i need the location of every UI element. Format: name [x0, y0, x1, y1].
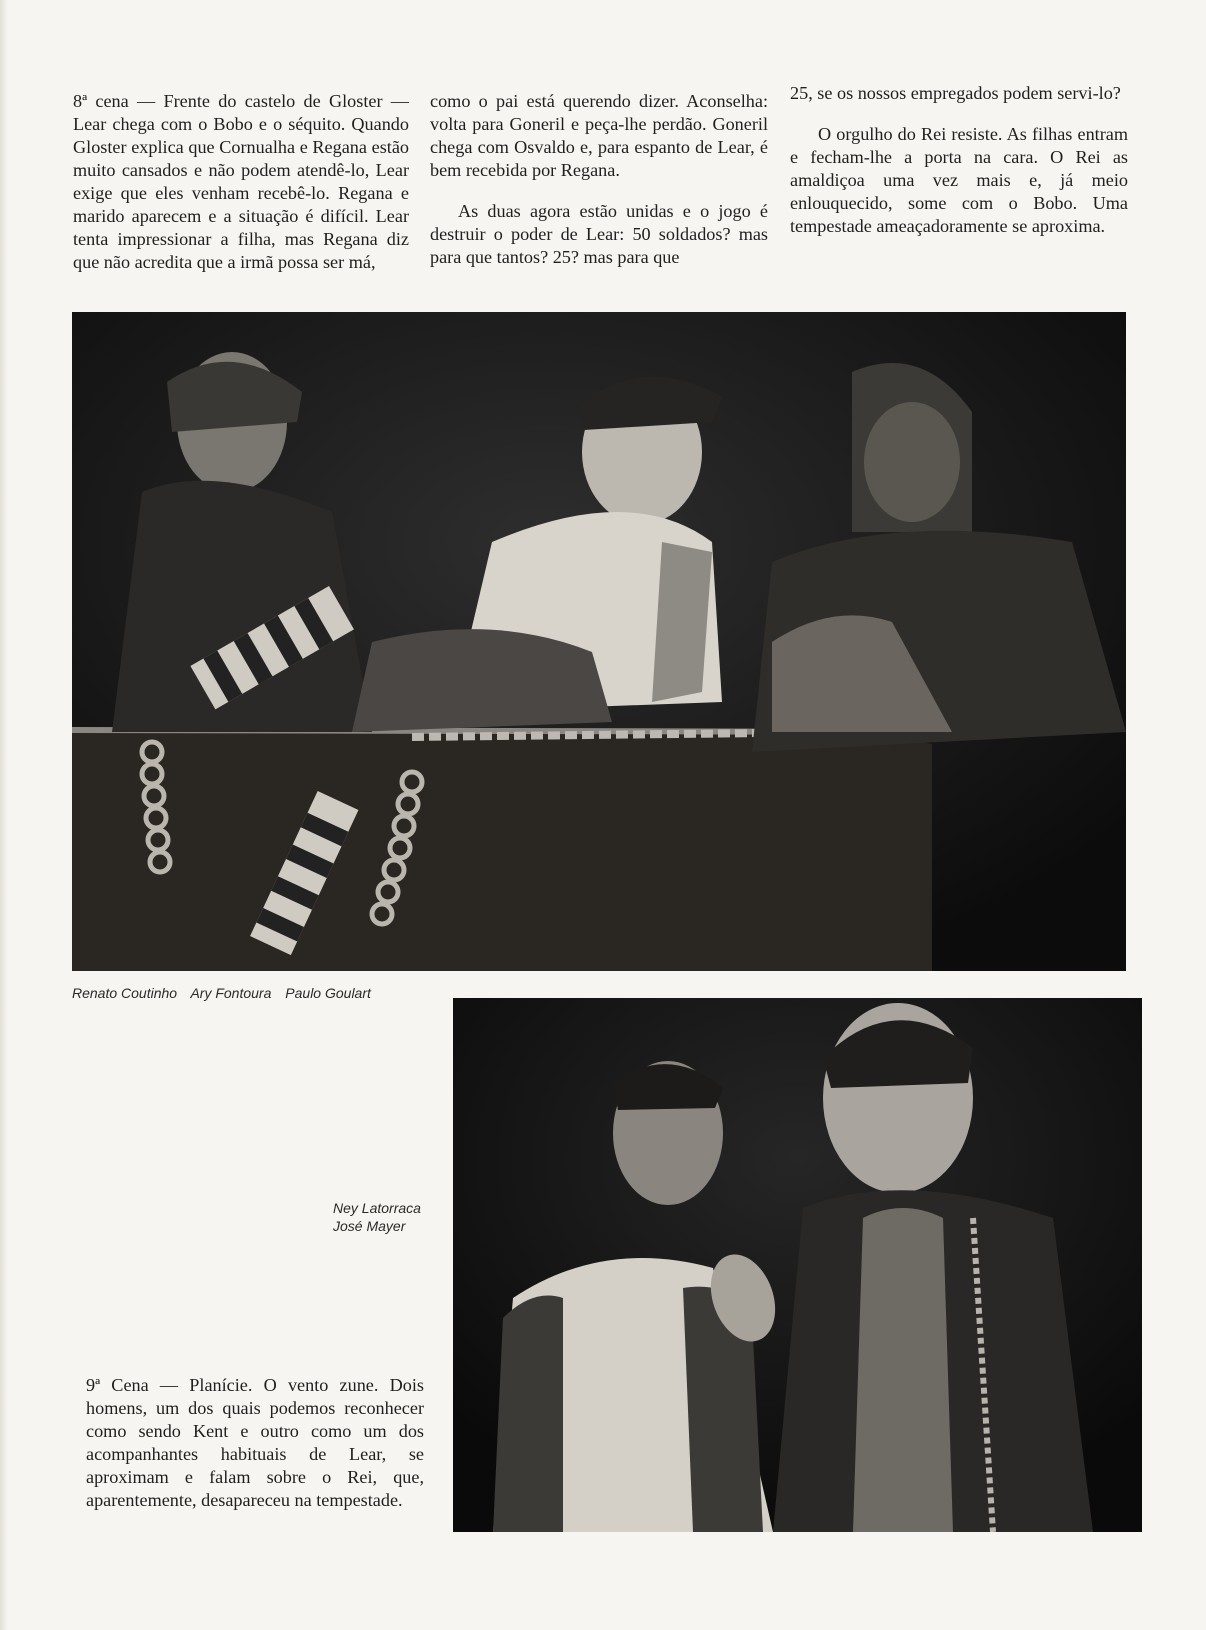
caption-name-1: Renato Coutinho — [72, 985, 178, 1001]
column-3-paragraph-1: 25, se os nossos empregados podem servi-lo? — [790, 83, 1121, 103]
caption-line-1: Ney Latorraca — [333, 1200, 421, 1216]
caption-line-2: José Mayer — [333, 1218, 406, 1234]
column-2-paragraph-2: As duas agora estão unidas e o jogo é destruir o poder de Lear: 50 soldados? mas para que tantos? 25? mas para que — [430, 201, 768, 267]
page-edge — [0, 0, 8, 1630]
text-column-1 — [73, 90, 409, 292]
caption-name-2: Ary Fontoura — [190, 985, 272, 1001]
text-column-3 — [790, 82, 1128, 256]
scene-8-paragraph: 8ª cena — Frente do castelo de Gloster — Lear chega com o Bobo e o séquito. Quando Gloster explica que Cornualha e Regana estão muito cansados e não podem atendê-lo, Lear exige que eles venham recebê-lo. Regana e marido aparecem e a situação é difícil. Lear tenta impressionar a filha, mas Regana diz que não acredita que a irmã possa ser má, — [73, 91, 409, 272]
scene-9-paragraph: 9ª Cena — Planície. O vento zune. Dois homens, um dos quais podemos reconhecer como sendo Kent e outro como um dos acompanhantes habituais de Lear, se aproximam e falam sobre o Rei, que, aparentemente, desapareceu na tempestade. — [86, 1375, 424, 1510]
scene-9-text — [86, 1374, 424, 1512]
photo-2-caption — [333, 1199, 421, 1235]
caption-name-3: Paulo Goulart — [285, 985, 371, 1001]
stage-photo-three-actors — [72, 312, 1126, 971]
photo-1-caption — [72, 985, 381, 1001]
column-3-paragraph-2: O orgulho do Rei resiste. As filhas entram e fecham-lhe a porta na cara. O Rei as amaldiçoa uma vez mais e, já meio enlouquecido, some com o Bobo. Uma tempestade ameaçadoramente se aproxima. — [790, 124, 1128, 236]
stage-photo-two-actors — [453, 998, 1142, 1532]
text-column-2 — [430, 90, 768, 287]
column-2-paragraph-1: como o pai está querendo dizer. Aconselha: volta para Goneril e peça-lhe perdão. Goneril chega com Osvaldo e, para espanto de Lear, é bem recebida por Regana. — [430, 91, 768, 180]
